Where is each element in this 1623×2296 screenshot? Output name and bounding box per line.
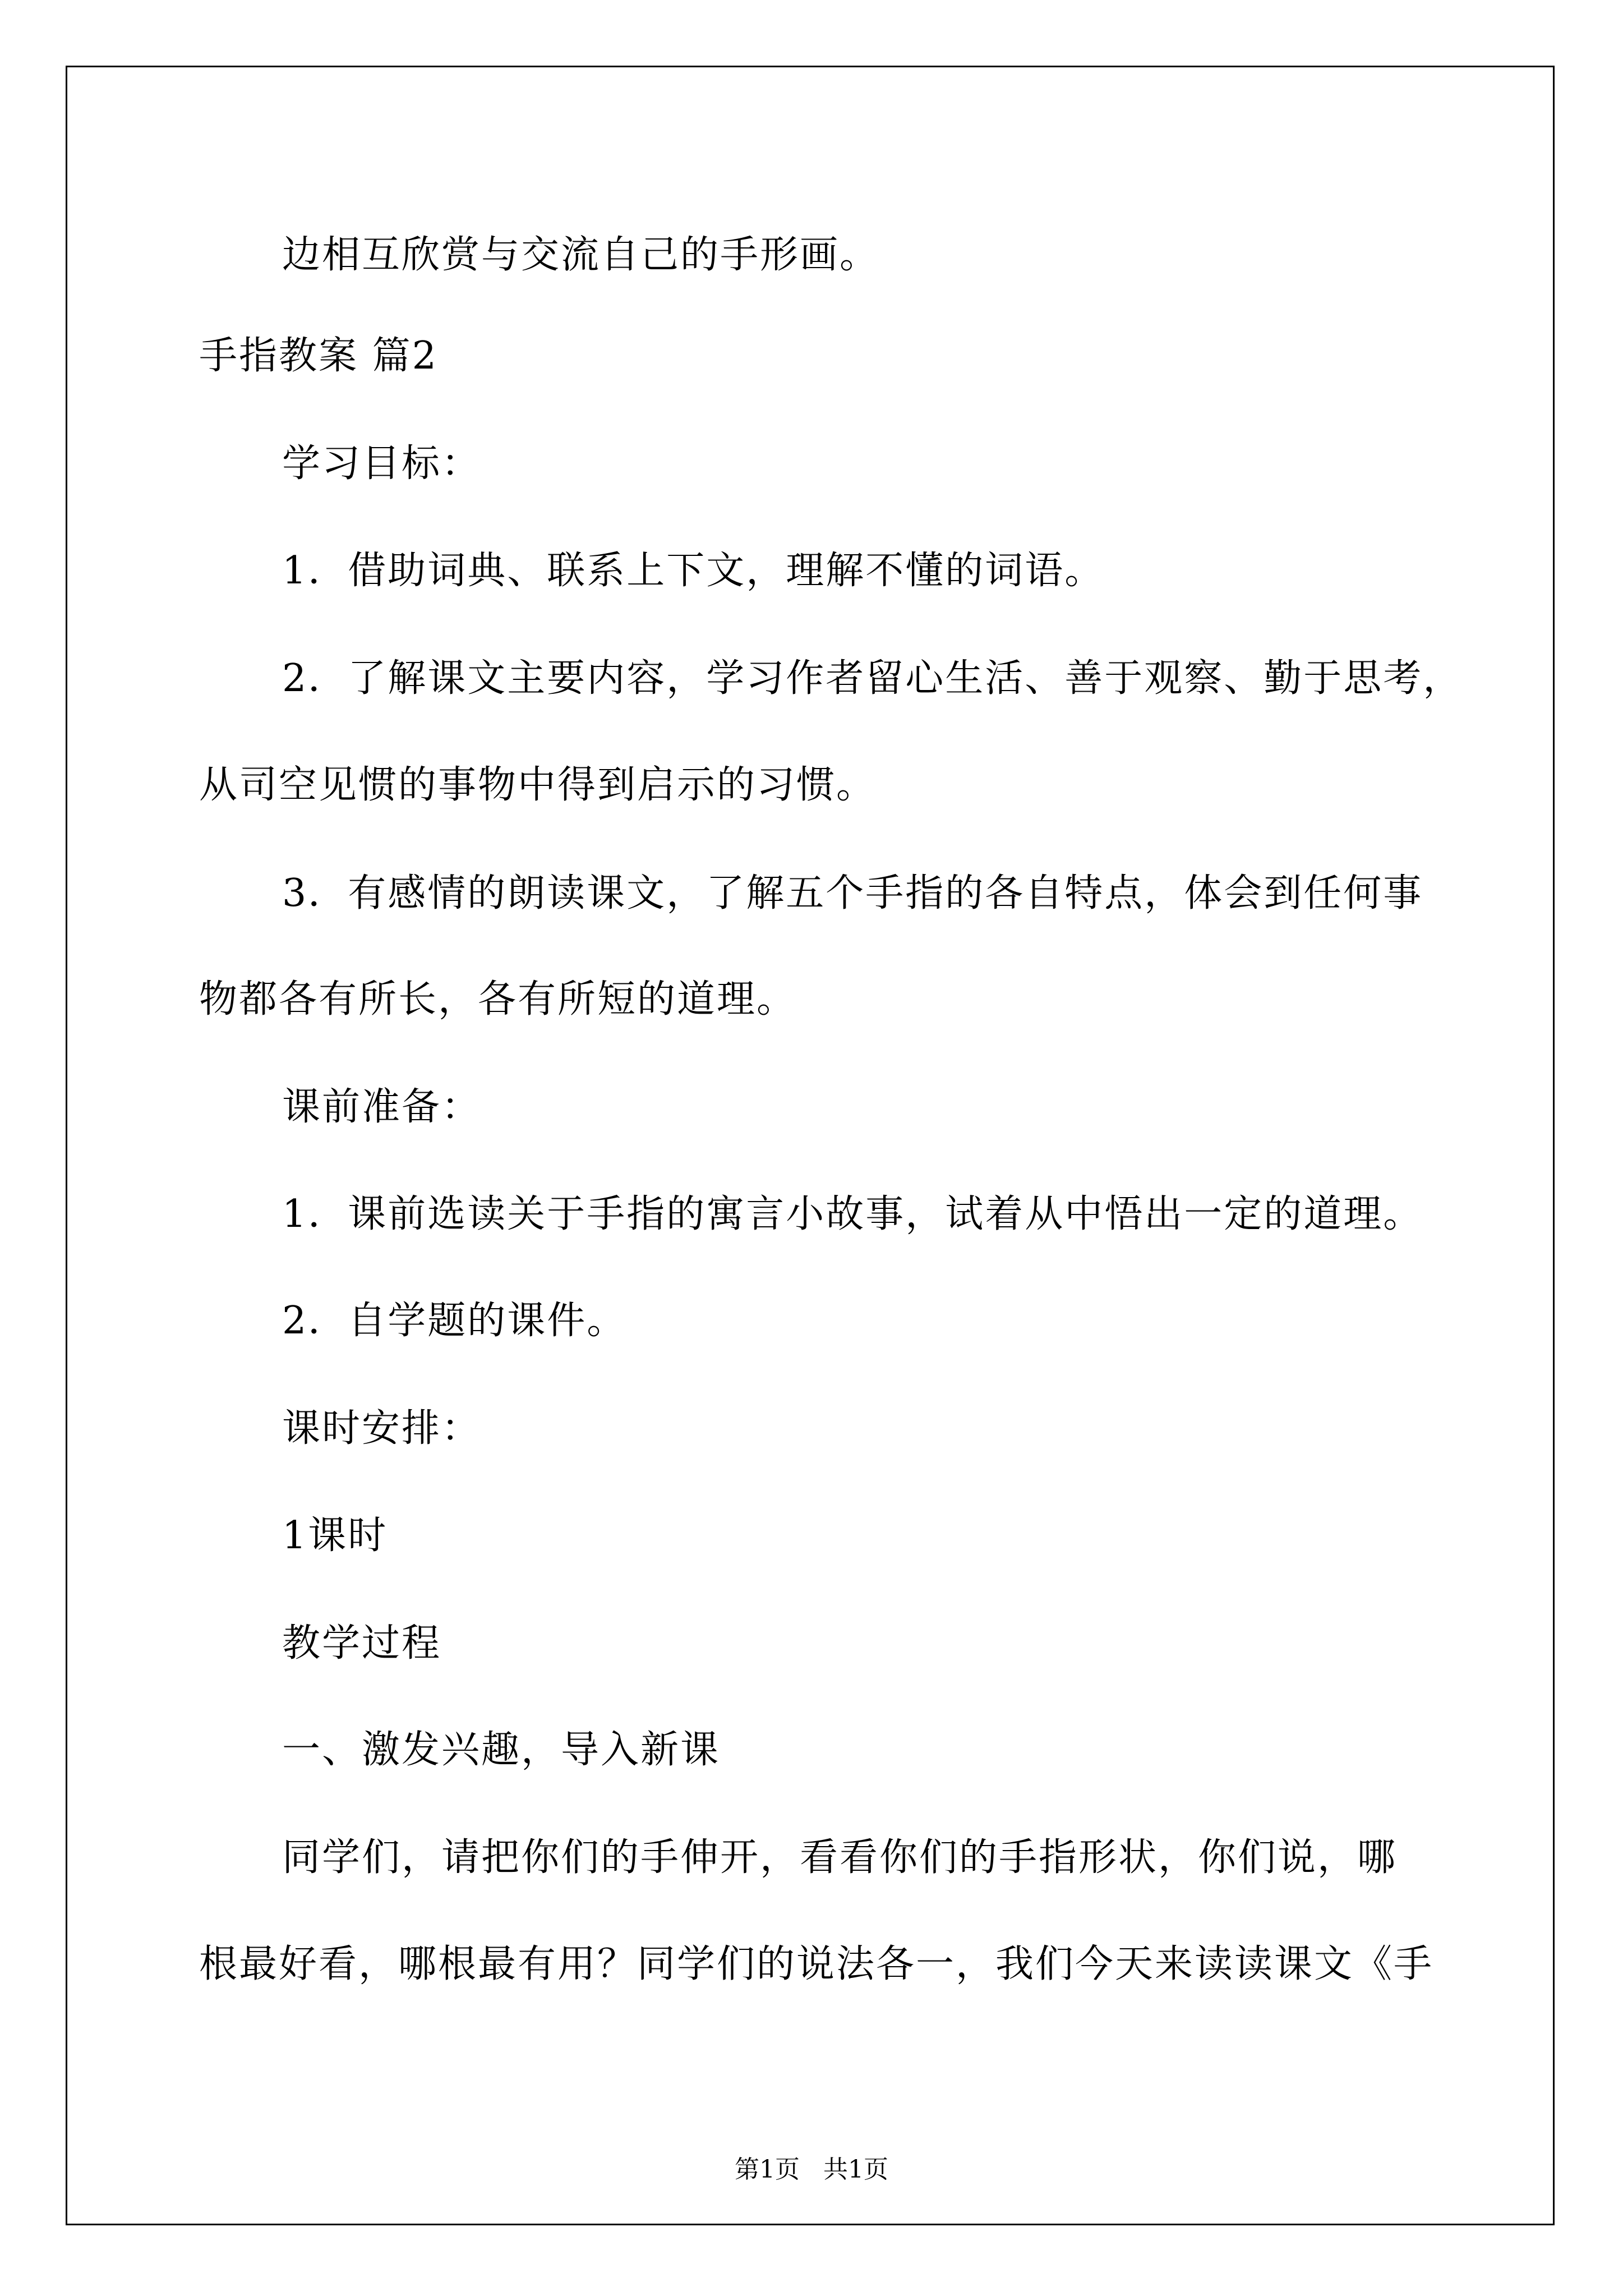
- objective-item-3-continued: 物都各有所长，各有所短的道理。: [199, 977, 797, 1022]
- objective-item-3: 3．有感情的朗读课文，了解五个手指的各自特点，体会到任何事: [282, 871, 1423, 915]
- schedule-value: 1课时: [282, 1513, 388, 1558]
- section-heading: 手指教案 篇2: [199, 334, 438, 378]
- objective-item-1: 1．借助词典、联系上下文，理解不懂的词语。: [282, 549, 1105, 593]
- objective-item-2-continued: 从司空见惯的事物中得到启示的习惯。: [199, 763, 877, 807]
- objective-item-2: 2．了解课文主要内容，学习作者留心生活、善于观察、勤于思考，: [282, 656, 1463, 701]
- paragraph-line: 根最好看，哪根最有用？同学们的说法各一，我们今天来读读课文《手: [199, 1942, 1434, 1986]
- preparation-item-1: 1．课前选读关于手指的寓言小故事，试着从中悟出一定的道理。: [282, 1192, 1423, 1236]
- heading-preparation: 课前准备：: [282, 1085, 482, 1129]
- page-footer: 第1页 共1页: [735, 2155, 888, 2184]
- page-border: [66, 66, 1555, 2225]
- paragraph-line: 同学们，请把你们的手伸开，看看你们的手指形状，你们说，哪: [282, 1835, 1398, 1880]
- heading-learning-objectives: 学习目标：: [282, 441, 482, 486]
- heading-teaching-process: 教学过程: [282, 1621, 442, 1665]
- paragraph-line: 边相互欣赏与交流自己的手形画。: [282, 233, 880, 277]
- preparation-item-2: 2．自学题的课件。: [282, 1299, 627, 1343]
- process-step-1-heading: 一、激发兴趣，导入新课: [282, 1728, 721, 1772]
- heading-schedule: 课时安排：: [282, 1406, 482, 1451]
